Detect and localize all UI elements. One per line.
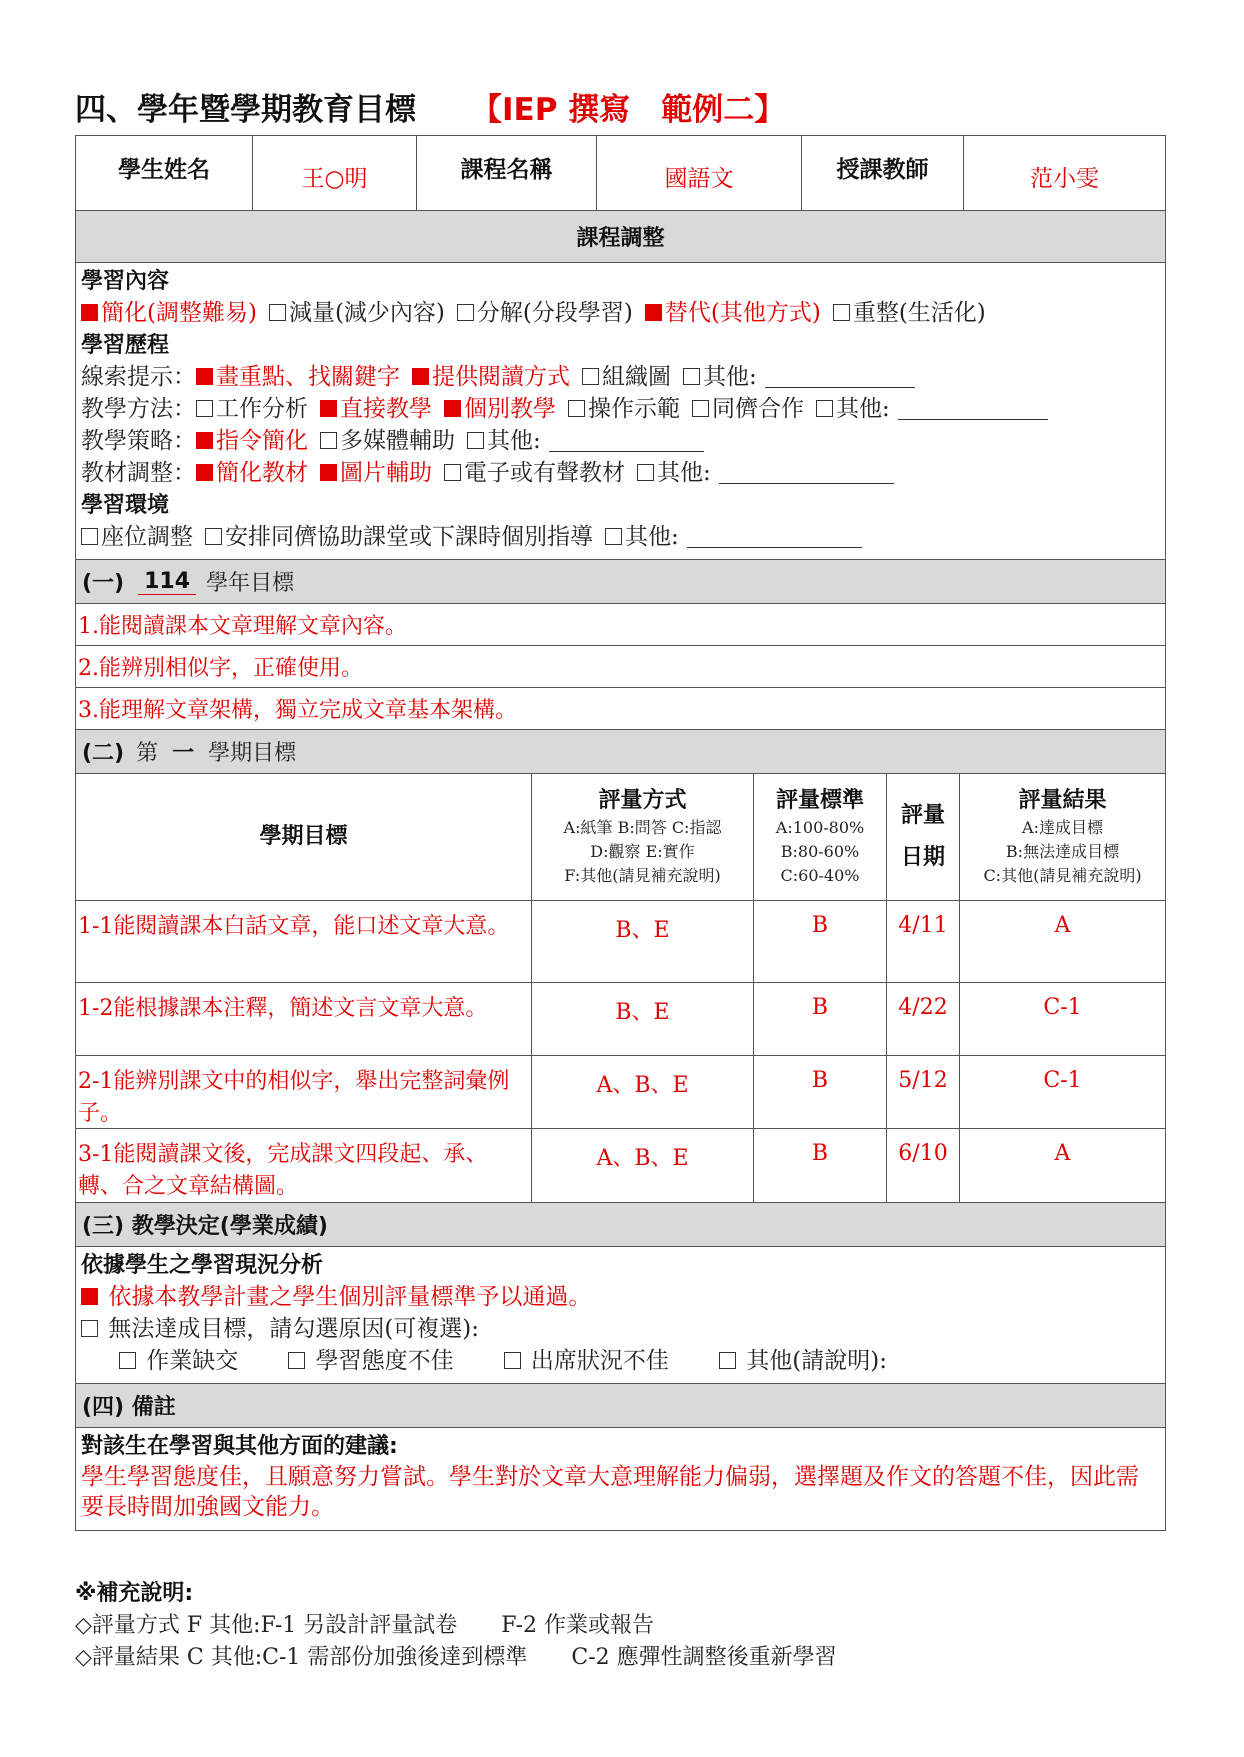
environment-option-2 [205, 524, 593, 550]
process-1-checkbox-1[interactable] [196, 368, 213, 385]
semester-di: 第 [136, 741, 159, 766]
th-date-text-1: 評量 [900, 803, 945, 828]
th-result-text: 評量結果 [1018, 788, 1107, 813]
th-standard [754, 774, 887, 901]
environment-options [81, 521, 1160, 553]
goal-row-4-date: 6/10 [887, 1129, 960, 1202]
process-line-4 [81, 457, 1160, 489]
process-1-option-label-3: 組織圖 [602, 364, 671, 390]
content-option-4 [645, 300, 821, 326]
process-4-checkbox-2[interactable] [320, 464, 337, 481]
process-2-checkbox-3[interactable] [444, 400, 461, 417]
process-4-checkbox-1[interactable] [196, 464, 213, 481]
th-result [960, 774, 1165, 901]
process-1-checkbox-4[interactable] [683, 368, 700, 385]
goal-row-3-result: C-1 [960, 1056, 1165, 1129]
goal-row-3-goal: 2-1能辨別課文中的相似字，舉出完整詞彙例子。 [76, 1056, 532, 1129]
goal-row-1-date: 4/11 [887, 901, 960, 983]
th-result-note-2: B:無法達成目標 [1005, 842, 1120, 861]
decision-title: 依據學生之學習現況分析 [81, 1253, 324, 1278]
process-3-option-label-2: 多媒體輔助 [340, 428, 455, 454]
process-line-1 [81, 361, 1160, 393]
environment-option-1 [81, 524, 193, 550]
th-standard-note-3: C:60-40% [780, 866, 860, 885]
goal-row-4-method: A、B、E [532, 1129, 754, 1202]
content-checkbox-3[interactable] [457, 304, 474, 321]
process-4-option-2 [320, 460, 432, 486]
adjust-block [76, 263, 1165, 560]
process-2-checkbox-2[interactable] [320, 400, 337, 417]
content-option-3 [457, 300, 633, 326]
header-row [76, 136, 1165, 211]
semester-section-bar [76, 730, 1165, 774]
fail-reason-label-3: 出席狀況不佳 [523, 1348, 669, 1374]
environment-option-label-1: 座位調整 [101, 524, 193, 550]
process-3-checkbox-3[interactable] [467, 432, 484, 449]
process-line-label: 教學策略： [81, 428, 196, 454]
process-4-option-3 [444, 460, 625, 486]
process-line-label: 教材調整： [81, 460, 196, 486]
content-options [81, 297, 1160, 329]
content-title: 學習內容 [81, 269, 170, 294]
fail-reason-label-1: 作業缺交 [139, 1348, 239, 1374]
process-3-option-1 [196, 428, 308, 454]
process-4-option-label-2: 圖片輔助 [340, 460, 432, 486]
th-method-note-3: F:其他(請見補充說明) [564, 866, 721, 885]
process-line-label: 線索提示： [81, 364, 196, 390]
goal-row-2-method: B、E [532, 983, 754, 1056]
goal-row-2-standard: B [754, 983, 887, 1056]
fail-reason-checkbox-4[interactable] [719, 1352, 736, 1369]
goal-row-3-method: A、B、E [532, 1056, 754, 1129]
teacher-value: 范小雯 [1030, 165, 1099, 192]
supplement-line-2: ◇評量結果 C 其他:C-1 需部份加強後達到標準 C-2 應彈性調整後重新學習 [75, 1645, 837, 1670]
process-4-option-4 [637, 460, 894, 486]
content-option-label-1: 簡化(調整難易) [101, 300, 257, 326]
pass-label: 依據本教學計畫之學生個別評量標準予以通過。 [108, 1284, 592, 1310]
process-1-option-4 [683, 364, 915, 390]
course-label: 課程名稱 [417, 136, 597, 210]
environment-checkbox-2[interactable] [205, 528, 222, 545]
environment-checkbox-1[interactable] [81, 528, 98, 545]
th-standard-text: 評量標準 [775, 788, 864, 813]
th-method-note-2: D:觀察 E:實作 [590, 842, 695, 861]
process-1-option-2 [412, 364, 570, 390]
process-2-option-2 [320, 396, 432, 422]
process-3-checkbox-2[interactable] [320, 432, 337, 449]
year-section-prefix: (一) [82, 571, 125, 596]
year-goal-3: 3.能理解文章架構，獨立完成文章基本架構。 [76, 688, 1165, 730]
process-4-option-label-1: 簡化教材 [216, 460, 308, 486]
page-title [75, 84, 785, 129]
goal-row-3-standard: B [754, 1056, 887, 1129]
environment-option-3 [605, 524, 862, 550]
semester-section-suffix: 學期目標 [208, 741, 297, 766]
goal-row-4-goal: 3-1能閱讀課文後，完成課文四段起、承、轉、合之文章結構圖。 [76, 1129, 532, 1202]
fail-reason-4 [719, 1348, 887, 1374]
process-2-option-label-5: 同儕合作 [712, 396, 804, 422]
remark-title: 對該生在學習與其他方面的建議: [81, 1434, 398, 1459]
process-1-option-label-1: 畫重點、找關鍵字 [216, 364, 400, 390]
process-line-label: 教學方法： [81, 396, 196, 422]
process-2-option-label-6: 其他: [836, 396, 890, 422]
goal-row-4-standard: B [754, 1129, 887, 1202]
remark-block [76, 1428, 1165, 1530]
goal-row-4-result: A [1054, 1141, 1071, 1166]
process-2-checkbox-4[interactable] [568, 400, 585, 417]
content-checkbox-4[interactable] [645, 304, 662, 321]
content-checkbox-2[interactable] [269, 304, 286, 321]
goal-row-1-result: A [960, 901, 1165, 983]
page-title-text: 四、學年暨學期教育目標 [75, 92, 416, 128]
fail-reason-label-2: 學習態度不佳 [308, 1348, 454, 1374]
process-3-option-2 [320, 428, 455, 454]
goal-row-1-method: B、E [532, 901, 754, 983]
year-goal-1: 1.能閱讀課本文章理解文章內容。 [76, 604, 1165, 646]
process-3-option-3 [467, 428, 704, 454]
pass-checkbox[interactable] [81, 1288, 98, 1305]
process-3-option-label-1: 指令簡化 [216, 428, 308, 454]
th-goal-text: 學期目標 [259, 824, 348, 849]
decision-pass [81, 1281, 1160, 1313]
th-goal [76, 774, 532, 901]
teacher-label: 授課教師 [802, 136, 964, 210]
environment-option-label-3: 其他: [625, 524, 679, 550]
process-1-option-label-4: 其他: [703, 364, 757, 390]
content-option-label-2: 減量(減少內容) [288, 300, 445, 326]
process-2-option-label-2: 直接教學 [340, 396, 432, 422]
year-value: 114 [138, 569, 196, 595]
process-line-2 [81, 393, 1160, 425]
fail-reasons [81, 1345, 1160, 1377]
process-2-other-blank[interactable] [898, 395, 1048, 420]
fail-checkbox[interactable] [81, 1320, 98, 1337]
goal-row-1-standard: B [754, 901, 887, 983]
th-method-note-1: A:紙筆 B:問答 C:指認 [563, 818, 722, 837]
process-3-checkbox-1[interactable] [196, 432, 213, 449]
year-section-suffix: 學年目標 [206, 571, 295, 596]
supplement-title: ※補充說明: [75, 1581, 194, 1606]
supplement-line-1: ◇評量方式 F 其他:F-1 另設計評量試卷 F-2 作業或報告 [75, 1613, 654, 1638]
year-goal-2: 2.能辨別相似字，正確使用。 [76, 646, 1165, 688]
process-3-option-label-3: 其他: [487, 428, 541, 454]
process-2-option-1 [196, 396, 308, 422]
process-1-other-blank[interactable] [765, 363, 915, 388]
th-standard-note-2: B:80-60% [780, 842, 860, 861]
content-option-label-5: 重整(生活化) [852, 300, 986, 326]
th-method-text: 評量方式 [598, 788, 687, 813]
fail-reason-1 [119, 1348, 238, 1374]
year-section-bar [76, 560, 1165, 604]
student-value: 王○明 [253, 136, 417, 210]
environment-checkbox-3[interactable] [605, 528, 622, 545]
th-standard-note-1: A:100-80% [775, 818, 865, 837]
decision-section-bar: (三) 教學決定(學業成績) [76, 1203, 1165, 1247]
content-option-label-4: 替代(其他方式) [664, 300, 821, 326]
process-2-option-label-3: 個別教學 [464, 396, 556, 422]
process-4-other-blank[interactable] [719, 459, 894, 484]
process-2-checkbox-1[interactable] [196, 400, 213, 417]
process-2-option-4 [568, 396, 680, 422]
semester-section-prefix: (二) [82, 741, 125, 766]
process-4-option-label-4: 其他: [657, 460, 711, 486]
fail-reason-2 [288, 1348, 453, 1374]
student-label: 學生姓名 [76, 136, 253, 210]
goal-row-3-date: 5/12 [887, 1056, 960, 1129]
remark-section-bar: (四) 備註 [76, 1384, 1165, 1428]
process-4-option-1 [196, 460, 308, 486]
environment-title: 學習環境 [81, 493, 170, 518]
process-3-other-blank[interactable] [549, 427, 704, 452]
process-1-option-3 [582, 364, 671, 390]
fail-reason-3 [504, 1348, 669, 1374]
process-title: 學習歷程 [81, 333, 170, 358]
decision-fail [81, 1313, 1160, 1345]
process-2-option-label-1: 工作分析 [216, 396, 308, 422]
remark-text: 學生學習態度佳，且願意努力嘗試。學生對於文章大意理解能力偏弱，選擇題及作文的答題不佳，因此需要長時間加強國文能力。 [81, 1464, 1139, 1520]
fail-reason-checkbox-1[interactable] [119, 1352, 136, 1369]
process-1-option-1 [196, 364, 400, 390]
process-1-checkbox-3[interactable] [582, 368, 599, 385]
th-result-note-3: C:其他(請見補充說明) [983, 866, 1142, 885]
content-checkbox-1[interactable] [81, 304, 98, 321]
process-4-checkbox-3[interactable] [444, 464, 461, 481]
fail-reason-checkbox-3[interactable] [504, 1352, 521, 1369]
process-line-3 [81, 425, 1160, 457]
th-date-text-2: 日期 [900, 845, 945, 870]
course-value: 國語文 [597, 136, 802, 210]
content-checkbox-5[interactable] [833, 304, 850, 321]
process-2-option-3 [444, 396, 556, 422]
process-4-option-label-3: 電子或有聲教材 [464, 460, 625, 486]
fail-reason-label-4: 其他(請說明): [738, 1348, 887, 1374]
process-2-checkbox-6[interactable] [816, 400, 833, 417]
process-2-option-5 [692, 396, 804, 422]
environment-other-blank[interactable] [687, 523, 862, 548]
process-2-option-6 [816, 396, 1048, 422]
process-1-checkbox-2[interactable] [412, 368, 429, 385]
page-tag: 【IEP 撰寫 範例二】 [471, 92, 786, 128]
th-date [887, 774, 960, 901]
adjust-title: 課程調整 [76, 211, 1165, 263]
goal-table [76, 774, 1165, 1203]
goal-row-1-goal: 1-1能閱讀課本白話文章，能口述文章大意。 [76, 901, 532, 983]
content-option-1 [81, 300, 257, 326]
environment-option-label-2: 安排同儕協助課堂或下課時個別指導 [225, 524, 593, 550]
fail-reason-checkbox-2[interactable] [288, 1352, 305, 1369]
supplement-note [75, 1578, 837, 1674]
th-method [532, 774, 754, 901]
goal-row-2-goal: 1-2能根據課本注釋，簡述文言文章大意。 [76, 983, 532, 1056]
iep-form [75, 135, 1166, 1531]
goal-row-2-date: 4/22 [887, 983, 960, 1056]
content-option-5 [833, 300, 986, 326]
semester-number: 一 [172, 741, 195, 766]
content-option-label-3: 分解(分段學習) [476, 300, 633, 326]
goal-row-2-result: C-1 [960, 983, 1165, 1056]
process-lines [81, 361, 1160, 489]
process-2-checkbox-5[interactable] [692, 400, 709, 417]
content-option-2 [269, 300, 445, 326]
process-1-option-label-2: 提供閱讀方式 [432, 364, 570, 390]
th-result-note-1: A:達成目標 [1022, 818, 1103, 837]
decision-block [76, 1247, 1165, 1384]
process-4-checkbox-4[interactable] [637, 464, 654, 481]
process-2-option-label-4: 操作示範 [588, 396, 680, 422]
fail-label: 無法達成目標，請勾選原因(可複選): [108, 1316, 480, 1342]
